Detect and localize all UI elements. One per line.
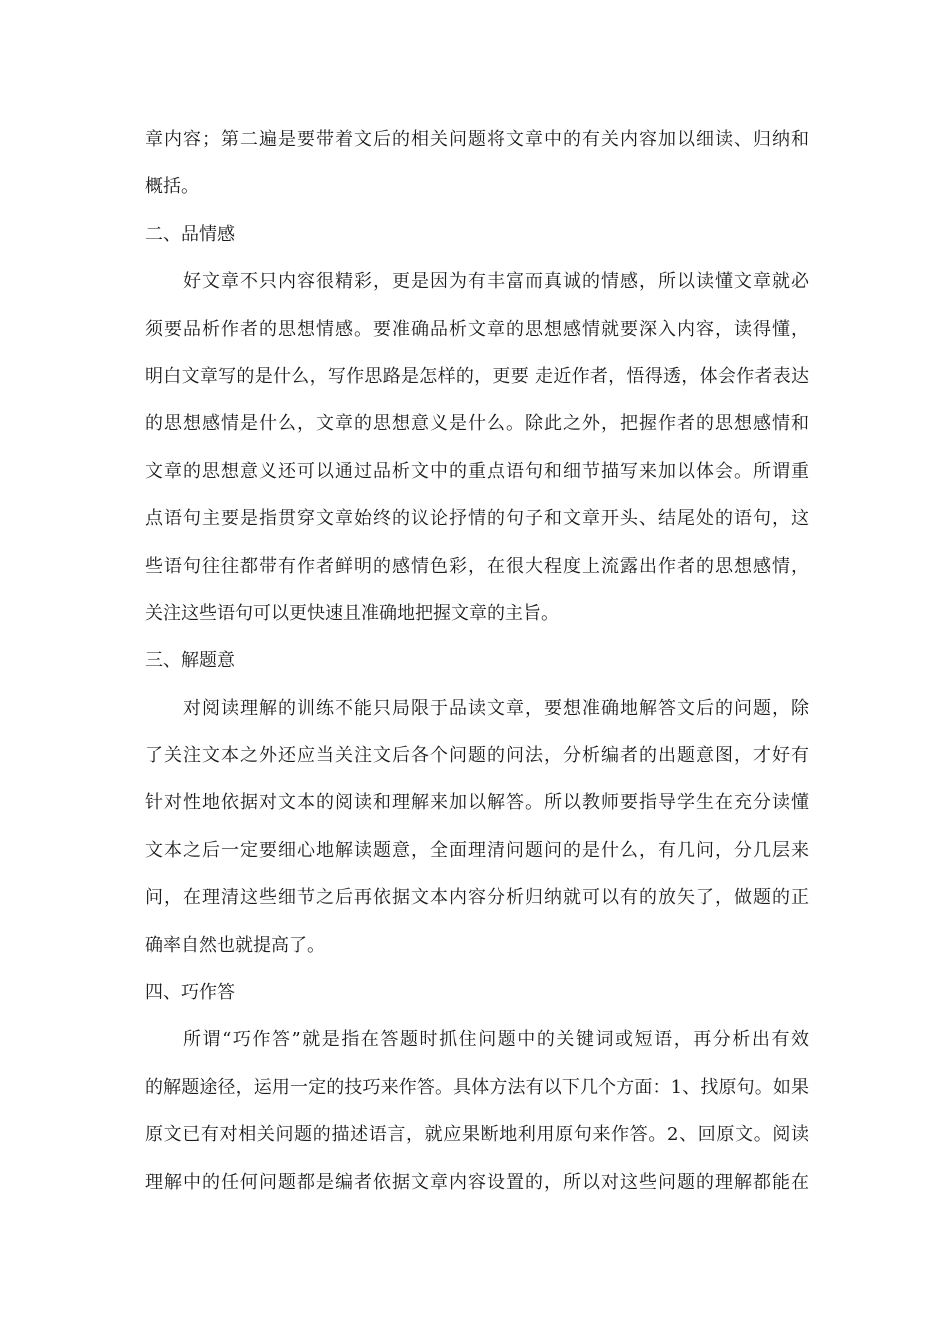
paragraph-line: 理解中的任何问题都是编者依据文章内容设置的，所以对这些问题的理解都能在 xyxy=(145,1171,809,1193)
paragraph-line: 关注这些语句可以更快速且准确地把握文章的主旨。 xyxy=(145,602,559,624)
body-text xyxy=(145,116,809,1206)
paragraph-line: 文本之后一定要细心地解读题意，全面理清问题问的是什么，有几问，分几层来 xyxy=(145,839,809,861)
paragraph-line: 确率自然也就提高了。 xyxy=(145,934,325,956)
paragraph-line: 章内容；第二遍是要带着文后的相关问题将文章中的有关内容加以细读、归纳和 xyxy=(145,129,809,150)
paragraph-line: 点语句主要是指贯穿文章始终的议论抒情的句子和文章开头、结尾处的语句，这 xyxy=(145,508,809,530)
paragraph-line: 概括。 xyxy=(145,176,199,198)
section-heading: 四、巧作答 xyxy=(145,982,235,1004)
paragraph-line: 的思想感情是什么，文章的思想意义是什么。除此之外，把握作者的思想感情和 xyxy=(145,413,809,435)
paragraph-line: 问，在理清这些细节之后再依据文本内容分析归纳就可以有的放矢了，做题的正 xyxy=(145,887,809,909)
paragraph-line: 些语句往往都带有作者鲜明的感情色彩，在很大程度上流露出作者的思想感情， xyxy=(145,555,809,577)
paragraph-line: 的解题途径，运用一定的技巧来作答。具体方法有以下几个方面：1、找原句。如果 xyxy=(145,1076,809,1098)
section-heading: 三、解题意 xyxy=(145,650,235,672)
paragraph-line: 针对性地依据对文本的阅读和理解来加以解答。所以教师要指导学生在充分读懂 xyxy=(145,792,809,814)
paragraph-line: 所谓“巧作答”就是指在答题时抓住问题中的关键词或短语，再分析出有效 xyxy=(183,1029,809,1051)
paragraph-line: 明白文章写的是什么，写作思路是怎样的，更要 走近作者，悟得透，体会作者表达 xyxy=(145,365,809,387)
paragraph-line: 好文章不只内容很精彩，更是因为有丰富而真诚的情感，所以读懂文章就必 xyxy=(183,271,809,293)
paragraph-line: 原文已有对相关问题的描述语言，就应果断地利用原句来作答。2、回原文。阅读 xyxy=(145,1124,809,1146)
section-heading: 二、品情感 xyxy=(145,223,235,245)
paragraph-line: 文章的思想意义还可以通过品析文中的重点语句和细节描写来加以体会。所谓重 xyxy=(145,460,809,482)
paragraph-line: 须要品析作者的思想情感。要准确品析文章的思想感情就要深入内容，读得懂， xyxy=(145,318,809,340)
paragraph-line: 对阅读理解的训练不能只局限于品读文章，要想准确地解答文后的问题，除 xyxy=(183,697,809,719)
paragraph-line: 了关注文本之外还应当关注文后各个问题的问法，分析编者的出题意图，才好有 xyxy=(145,745,809,767)
